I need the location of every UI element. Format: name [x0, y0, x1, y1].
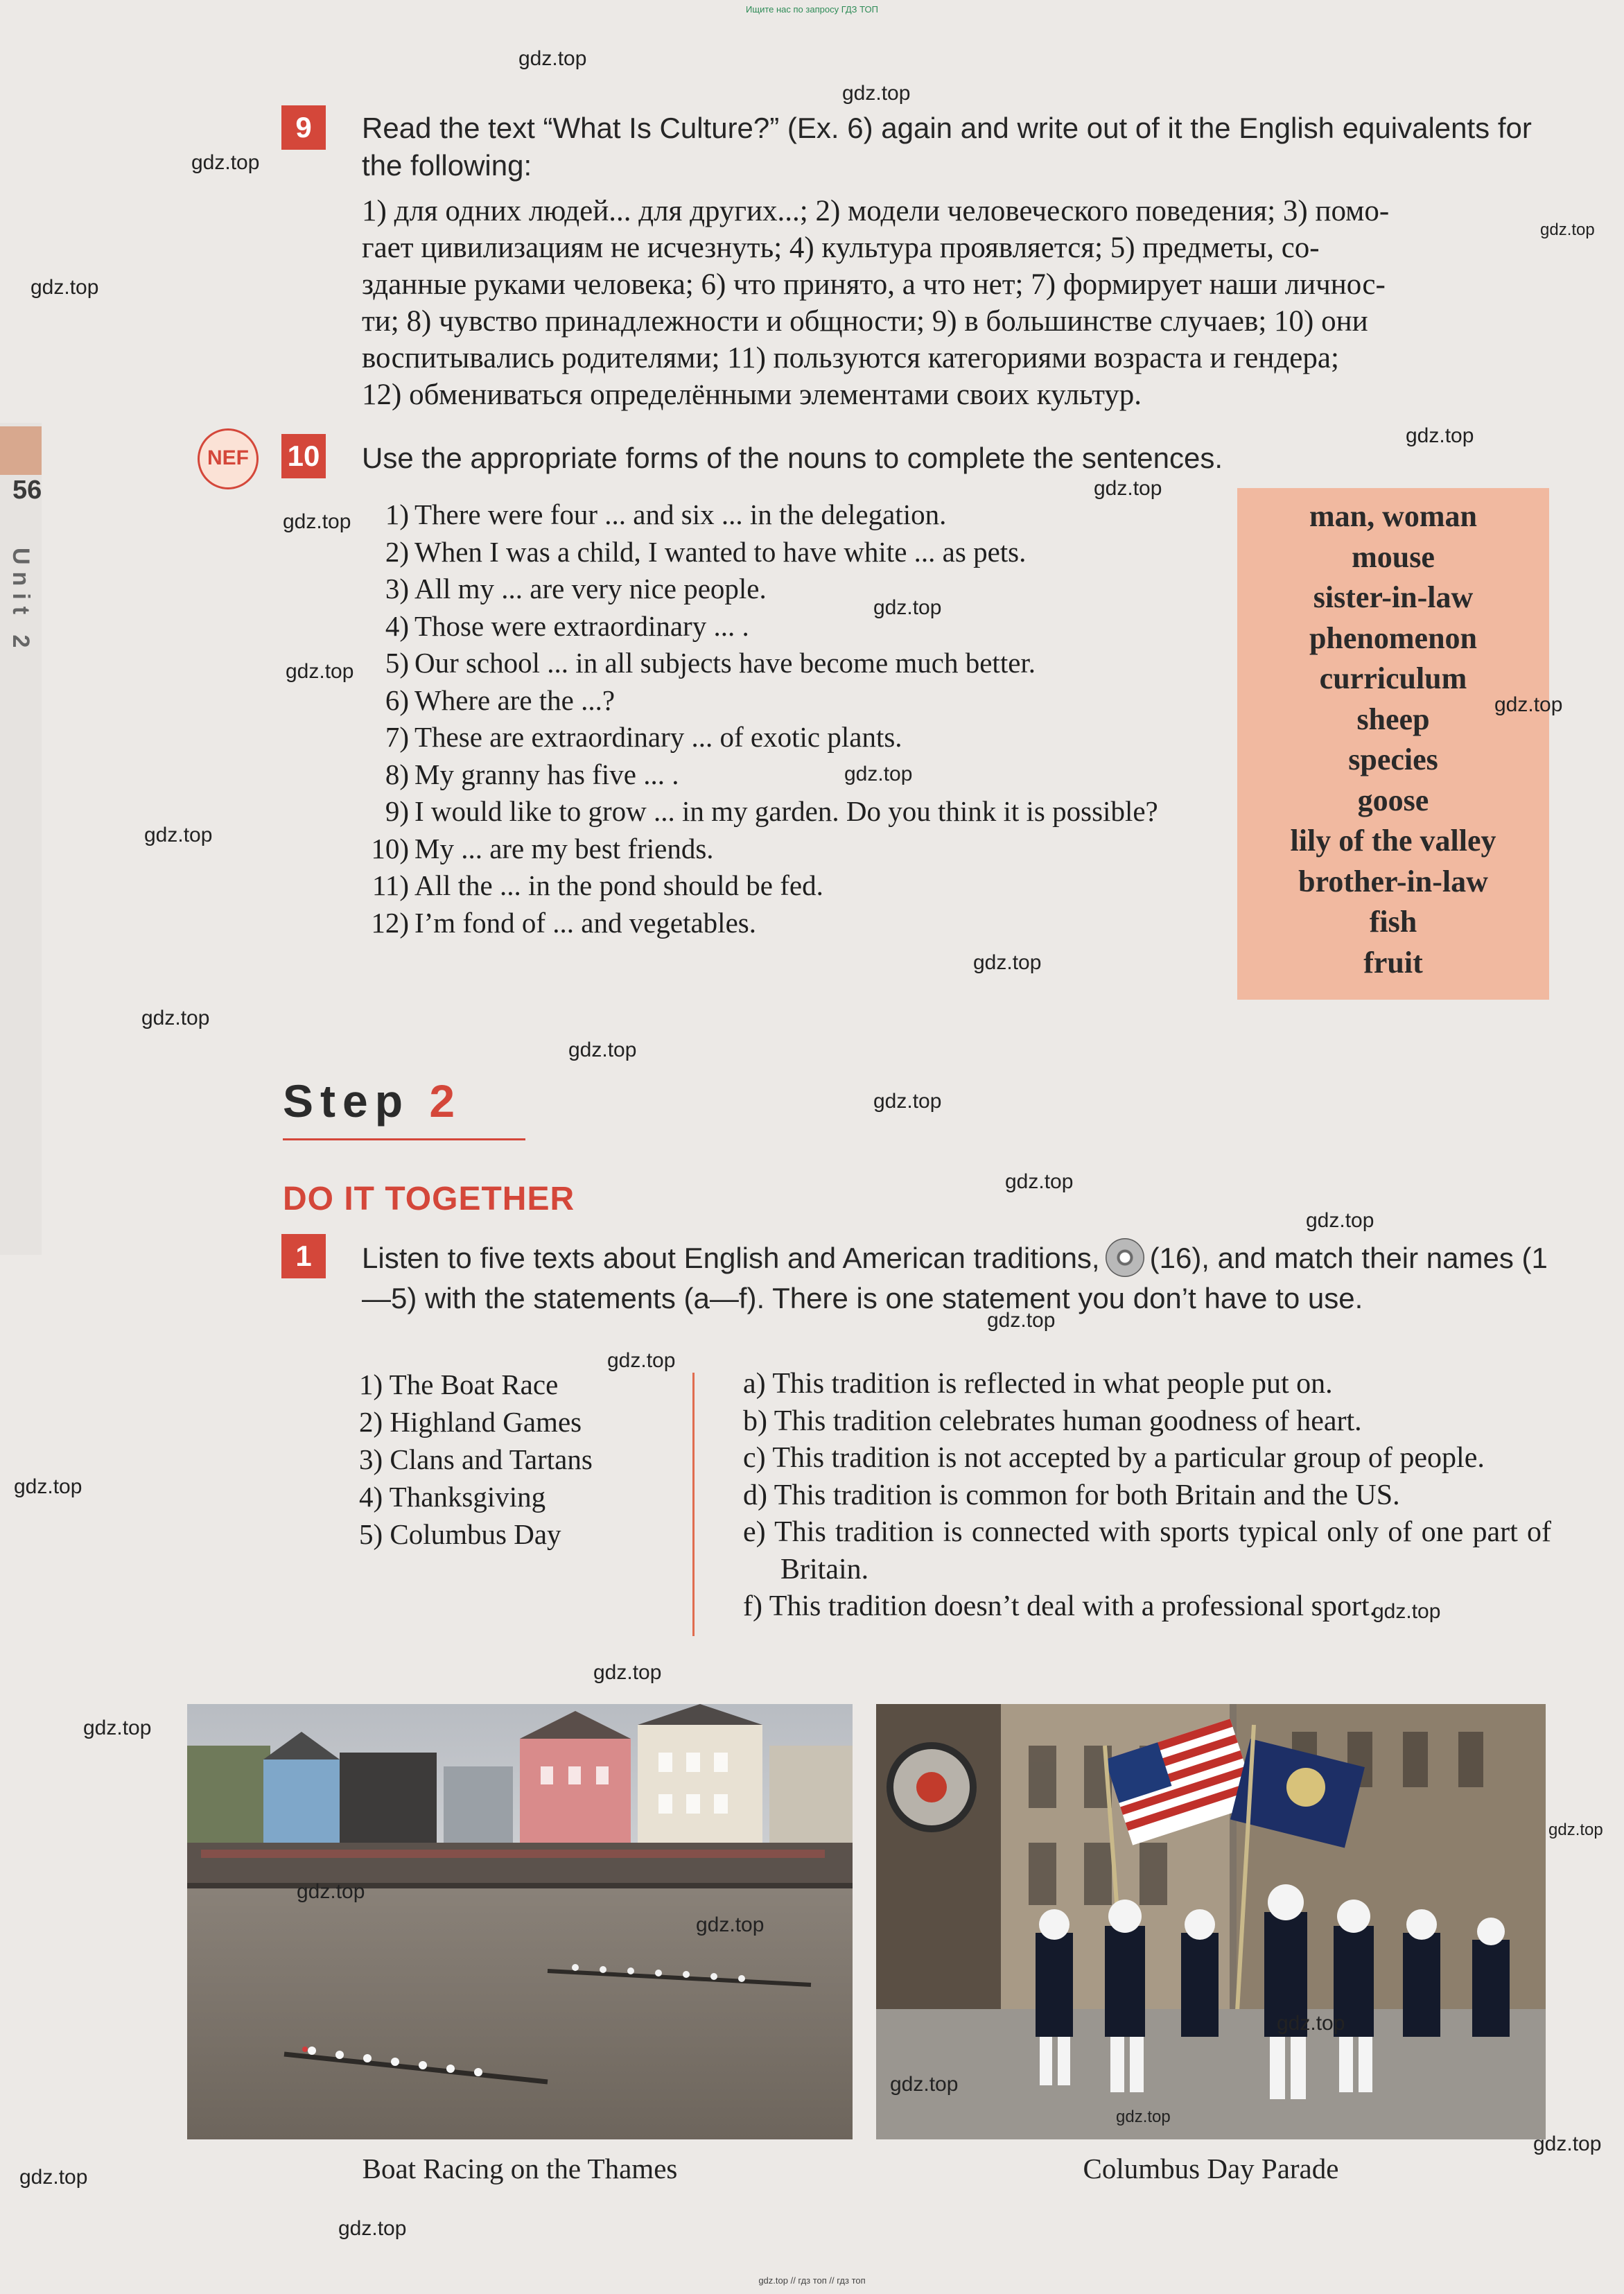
- exercise-9-line: воспитывались родителями; 11) пользуются категориями возраста и гендера;: [362, 342, 1339, 374]
- list-item: 5) Our school ... in all subjects have become much better.: [385, 647, 1036, 679]
- watermark: gdz.top: [607, 1349, 676, 1372]
- audio-cd-icon: [1106, 1238, 1144, 1277]
- exercise-1-instruction: Listen to five texts about English and American traditions, (16), and match their names (1—5) with the statements (a—f). There is one statement you don’t have to use.: [362, 1240, 1551, 1317]
- list-item: 10) My ... are my best friends.: [371, 832, 714, 864]
- watermark: gdz.top: [873, 1090, 942, 1113]
- word-box-item: species: [1348, 742, 1438, 776]
- watermark: gdz.top: [1372, 1600, 1441, 1623]
- list-item: 7) These are extraordinary ... of exotic plants.: [385, 721, 902, 753]
- watermark: gdz.top: [973, 951, 1042, 974]
- list-item: f) This tradition doesn’t deal with a professional sport.: [743, 1590, 1377, 1622]
- watermark: gdz.top: [518, 47, 587, 70]
- watermark: gdz.top: [844, 763, 913, 785]
- list-item: 6) Where are the ...?: [385, 684, 615, 716]
- column-divider: [692, 1373, 695, 1636]
- word-box-item: sheep: [1356, 702, 1430, 736]
- nef-badge-icon: NEF: [198, 428, 259, 489]
- list-item: d) This tradition is common for both Britain and the US.: [743, 1479, 1400, 1511]
- exercise-1-number: 1: [281, 1234, 326, 1278]
- list-item: 5) Columbus Day: [359, 1518, 561, 1550]
- watermark: gdz.top: [286, 660, 354, 683]
- page-tab: [0, 426, 42, 475]
- exercise-9-text: [362, 193, 1551, 413]
- columbus-day-photo: [876, 1704, 1546, 2139]
- watermark: gdz.top: [696, 1913, 765, 1936]
- watermark: gdz.top: [1116, 2108, 1171, 2126]
- unit-label: Unit 2: [8, 548, 34, 655]
- exercise-10-instruction: Use the appropriate forms of the nouns to complete the sentences.: [362, 442, 1223, 474]
- watermark: gdz.top: [1094, 477, 1162, 500]
- list-item: 9) I would like to grow ... in my garden. Do you think it is possible?: [385, 795, 1158, 827]
- watermark: gdz.top: [1277, 2012, 1345, 2035]
- watermark: gdz.top: [873, 596, 942, 619]
- parade-caption: Columbus Day Parade: [1083, 2153, 1339, 2184]
- word-box: [1237, 488, 1549, 1000]
- list-item: 4) Thanksgiving: [359, 1481, 546, 1513]
- watermark: gdz.top: [842, 82, 911, 105]
- word-box-item: man, woman: [1309, 499, 1478, 533]
- watermark: gdz.top: [30, 276, 99, 299]
- watermark: gdz.top: [1005, 1170, 1074, 1193]
- watermark: gdz.top: [1406, 424, 1474, 447]
- watermark: gdz.top: [568, 1039, 637, 1061]
- tradition-statements: [743, 1366, 1551, 1626]
- watermark: gdz.top: [83, 1717, 152, 1739]
- exercise-9-line: ти; 8) чувство принадлежности и общности; 9) в большинстве случаев; 10) они: [362, 305, 1368, 338]
- word-box-item: goose: [1357, 783, 1429, 817]
- tradition-names: [359, 1366, 593, 1553]
- step-underline: [283, 1138, 525, 1140]
- word-box-item: phenomenon: [1309, 620, 1478, 655]
- word-box-item: fish: [1369, 905, 1417, 939]
- list-item: 1) The Boat Race: [359, 1368, 559, 1400]
- list-item: b) This tradition celebrates human goodness of heart.: [743, 1405, 1362, 1437]
- watermark: gdz.top: [191, 151, 260, 174]
- list-item: c) This tradition is not accepted by a particular group of people.: [743, 1442, 1485, 1474]
- watermark: gdz.top: [283, 510, 351, 533]
- exercise-10-sentences: [362, 496, 1221, 941]
- list-item: 2) When I was a child, I wanted to have white ... as pets.: [385, 535, 1027, 568]
- list-item: 3) All my ... are very nice people.: [385, 573, 767, 605]
- word-box-item: sister-in-law: [1313, 580, 1474, 614]
- watermark: gdz.top: [141, 1007, 210, 1029]
- list-item: 2) Highland Games: [359, 1406, 582, 1438]
- parade-image: [876, 1704, 1546, 2139]
- watermark: gdz.top: [987, 1309, 1056, 1332]
- watermark: gdz.top: [1306, 1209, 1374, 1232]
- section-heading: DO IT TOGETHER: [283, 1181, 575, 1217]
- list-item: a) This tradition is reflected in what people put on.: [743, 1368, 1333, 1400]
- list-item: e) This tradition is connected with sports typical only of one part of Britain.: [743, 1516, 1551, 1585]
- word-box-item: mouse: [1352, 539, 1435, 574]
- exercise-9-instruction: Read the text “What Is Culture?” (Ex. 6) again and write out of it the English equivalents for the following:: [362, 112, 1532, 182]
- word-box-item: lily of the valley: [1290, 824, 1496, 858]
- exercise-9-number: 9: [281, 105, 326, 150]
- list-item: 8) My granny has five ... .: [385, 758, 679, 790]
- footer-note: gdz.top // гдз топ // гдз топ: [758, 2275, 866, 2286]
- header-note: Ищите нас по запросу ГДЗ ТОП: [746, 4, 878, 15]
- boat-race-caption: Boat Racing on the Thames: [362, 2153, 678, 2184]
- step-heading: Step 2: [283, 1075, 462, 1127]
- watermark: gdz.top: [144, 824, 213, 846]
- watermark: gdz.top: [14, 1475, 82, 1498]
- watermark: gdz.top: [297, 1880, 365, 1903]
- word-box-item: curriculum: [1319, 661, 1467, 695]
- exercise-10-number: 10: [281, 434, 326, 478]
- watermark: gdz.top: [19, 2166, 88, 2189]
- list-item: 1) There were four ... and six ... in the delegation.: [385, 498, 947, 530]
- watermark: gdz.top: [1548, 1821, 1603, 1839]
- word-box-item: brother-in-law: [1298, 864, 1488, 898]
- list-item: 3) Clans and Tartans: [359, 1443, 593, 1475]
- list-item: 4) Those were extraordinary ... .: [385, 609, 749, 642]
- watermark: gdz.top: [338, 2217, 407, 2240]
- watermark: gdz.top: [1533, 2132, 1602, 2155]
- exercise-9-line: 12) обмениваться определёнными элементами своих культур.: [362, 379, 1142, 411]
- exercise-9-line: зданные руками человека; 6) что принято, а что нет; 7) формирует наши личнос-: [362, 268, 1386, 301]
- exercise-9-line: гает цивилизациям не исчезнуть; 4) культура проявляется; 5) предметы, со-: [362, 232, 1320, 264]
- watermark: gdz.top: [1540, 220, 1595, 239]
- exercise-9-line: 1) для одних людей... для других...; 2) модели человеческого поведения; 3) помо-: [362, 195, 1390, 227]
- list-item: 11) All the ... in the pond should be fed.: [372, 869, 823, 901]
- page-number: 56: [12, 476, 42, 505]
- watermark: gdz.top: [1494, 693, 1563, 716]
- word-box-item: fruit: [1363, 945, 1423, 980]
- list-item: 12) I’m fond of ... and vegetables.: [371, 906, 756, 939]
- watermark: gdz.top: [593, 1661, 662, 1684]
- watermark: gdz.top: [890, 2073, 959, 2096]
